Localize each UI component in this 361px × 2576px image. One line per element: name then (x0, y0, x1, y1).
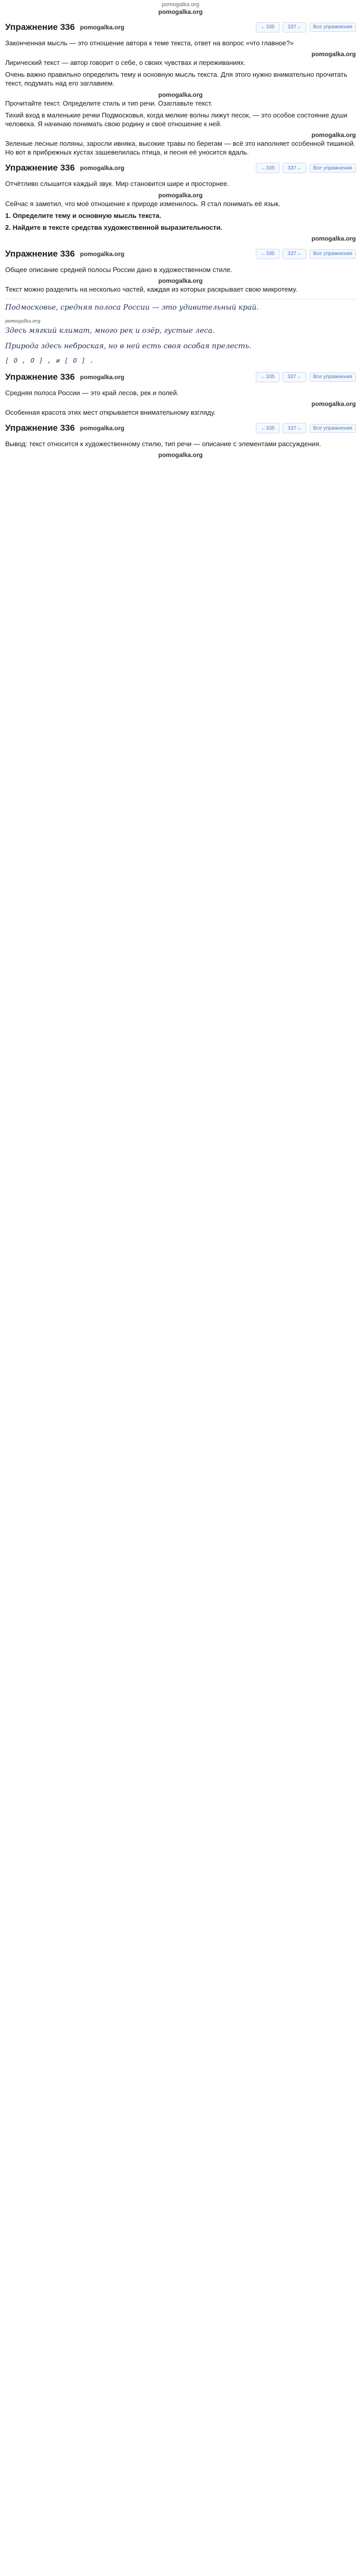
paragraph: Зеленые лесные поляны, заросли ивняка, высокие травы по берегам — всё это наполняет особенной тишиной. Но вот в прибрежных кустах зашевелилась птица, и песня её уносится вдаль. (5, 140, 356, 157)
all-exercises-button[interactable]: Все упражнения (309, 164, 356, 173)
paragraph: Отчётливо слышится каждый звук. Мир становится шире и просторнее. (5, 180, 229, 188)
exercise-nav (256, 163, 356, 173)
watermark: pomogalka.org (158, 191, 203, 199)
watermark: pomogalka.org (311, 50, 356, 58)
exercise-nav (256, 372, 356, 382)
question: 1. Определите тему и основную мысль текста. (5, 211, 161, 219)
paragraph: Вывод: текст относится к художественному стилю, тип речи — описание с элементами рассуждения. (5, 440, 321, 448)
prev-exercise-button[interactable]: ← 335 (256, 163, 280, 173)
exercise-header-5 (5, 421, 356, 435)
watermark: pomogalka.org (311, 400, 356, 408)
exercise-header-2 (5, 161, 356, 175)
exercise-header-4 (5, 370, 356, 384)
watermark: pomogalka.org (80, 164, 125, 172)
exercise-title: Упражнение 336 (5, 163, 75, 173)
next-exercise-button[interactable]: 337 → (283, 423, 306, 433)
watermark: pomogalka.org (5, 319, 41, 325)
exercise-title: Упражнение 336 (5, 248, 75, 259)
handwritten-line: Здесь мягкий климат, много рек и озёр, густые леса. (5, 327, 215, 335)
watermark: pomogalka.org (158, 277, 203, 285)
watermark: pomogalka.org (80, 424, 125, 432)
watermark: pomogalka.org (311, 235, 356, 243)
watermark: pomogalka.org (311, 131, 356, 139)
paragraph: Лирический текст — автор говорит о себе, о своих чувствах и переживаниях. (5, 59, 246, 67)
paragraph: Законченная мысль — это отношение автора к теме текста, ответ на вопрос «что главное?» (5, 39, 294, 47)
watermark: pomogalka.org (80, 373, 125, 381)
prev-exercise-button[interactable]: ← 335 (256, 249, 280, 259)
all-exercises-button[interactable]: Все упражнения (309, 424, 356, 433)
exercise-title: Упражнение 336 (5, 22, 75, 32)
exercise-nav (256, 22, 356, 32)
paragraph: Прочитайте текст. Определите стиль и тип речи. Озаглавьте текст. (5, 99, 212, 107)
next-exercise-button[interactable]: 337 → (283, 372, 306, 382)
paragraph: Средняя полоса России — это край лесов, рек и полей. (5, 389, 179, 397)
exercise-nav (256, 423, 356, 433)
exercise-title: Упражнение 336 (5, 371, 75, 382)
paragraph: Сейчас я заметил, что моё отношение к природе изменилось. Я стал понимать её язык. (5, 199, 281, 208)
next-exercise-button[interactable]: 337 → (283, 22, 306, 32)
exercise-header-3 (5, 247, 356, 261)
page (0, 0, 361, 459)
paragraph: Особенная красота этих мест открывается внимательному взгляду. (5, 409, 216, 417)
exercise-title: Упражнение 336 (5, 423, 75, 433)
next-exercise-button[interactable]: 337 → (283, 163, 306, 173)
all-exercises-button[interactable]: Все упражнения (309, 249, 356, 258)
prev-exercise-button[interactable]: ← 335 (256, 423, 280, 433)
paragraph: Очень важно правильно определить тему и основную мысль текста. Для этого нужно внимательно прочитать текст, подумать над его заглавием. (5, 71, 348, 88)
prev-exercise-button[interactable]: ← 335 (256, 372, 280, 382)
all-exercises-button[interactable]: Все упражнения (309, 372, 356, 381)
prev-exercise-button[interactable]: ← 335 (256, 22, 280, 32)
watermark: pomogalka.org (80, 250, 125, 258)
site-url[interactable]: pomogalka.org (161, 2, 200, 8)
all-exercises-button[interactable]: Все упражнения (309, 23, 356, 31)
paragraph: Тихий вход в маленькие речки Подмосковья, когда мелкие волны лижут песок, — это особое состояние души человека. Я начинаю понимать свою родину и своё отношение к ней. (5, 111, 348, 128)
watermark: pomogalka.org (158, 8, 203, 15)
next-exercise-button[interactable]: 337 → (283, 249, 306, 259)
sentence-scheme: [ О , О ] , и [ О ] . (5, 357, 94, 365)
handwritten-line: Подмосковье, средняя полоса России — это удивительный край. (5, 303, 259, 312)
exercise-header-1 (5, 20, 356, 35)
watermark: pomogalka.org (80, 23, 125, 31)
paragraph: Текст можно разделить на несколько частей, каждая из которых раскрывает свою микротему. (5, 285, 298, 294)
watermark: pomogalka.org (158, 91, 203, 98)
handwritten-answer (5, 299, 356, 366)
exercise-nav (256, 249, 356, 259)
paragraph: Общее описание средней полосы России дано в художественном стиле. (5, 266, 233, 274)
question: 2. Найдите в тексте средства художественной выразительности. (5, 223, 223, 231)
handwritten-line: Природа здесь неброская, но в ней есть своя особая прелесть. (5, 342, 252, 350)
watermark: pomogalka.org (158, 451, 203, 459)
